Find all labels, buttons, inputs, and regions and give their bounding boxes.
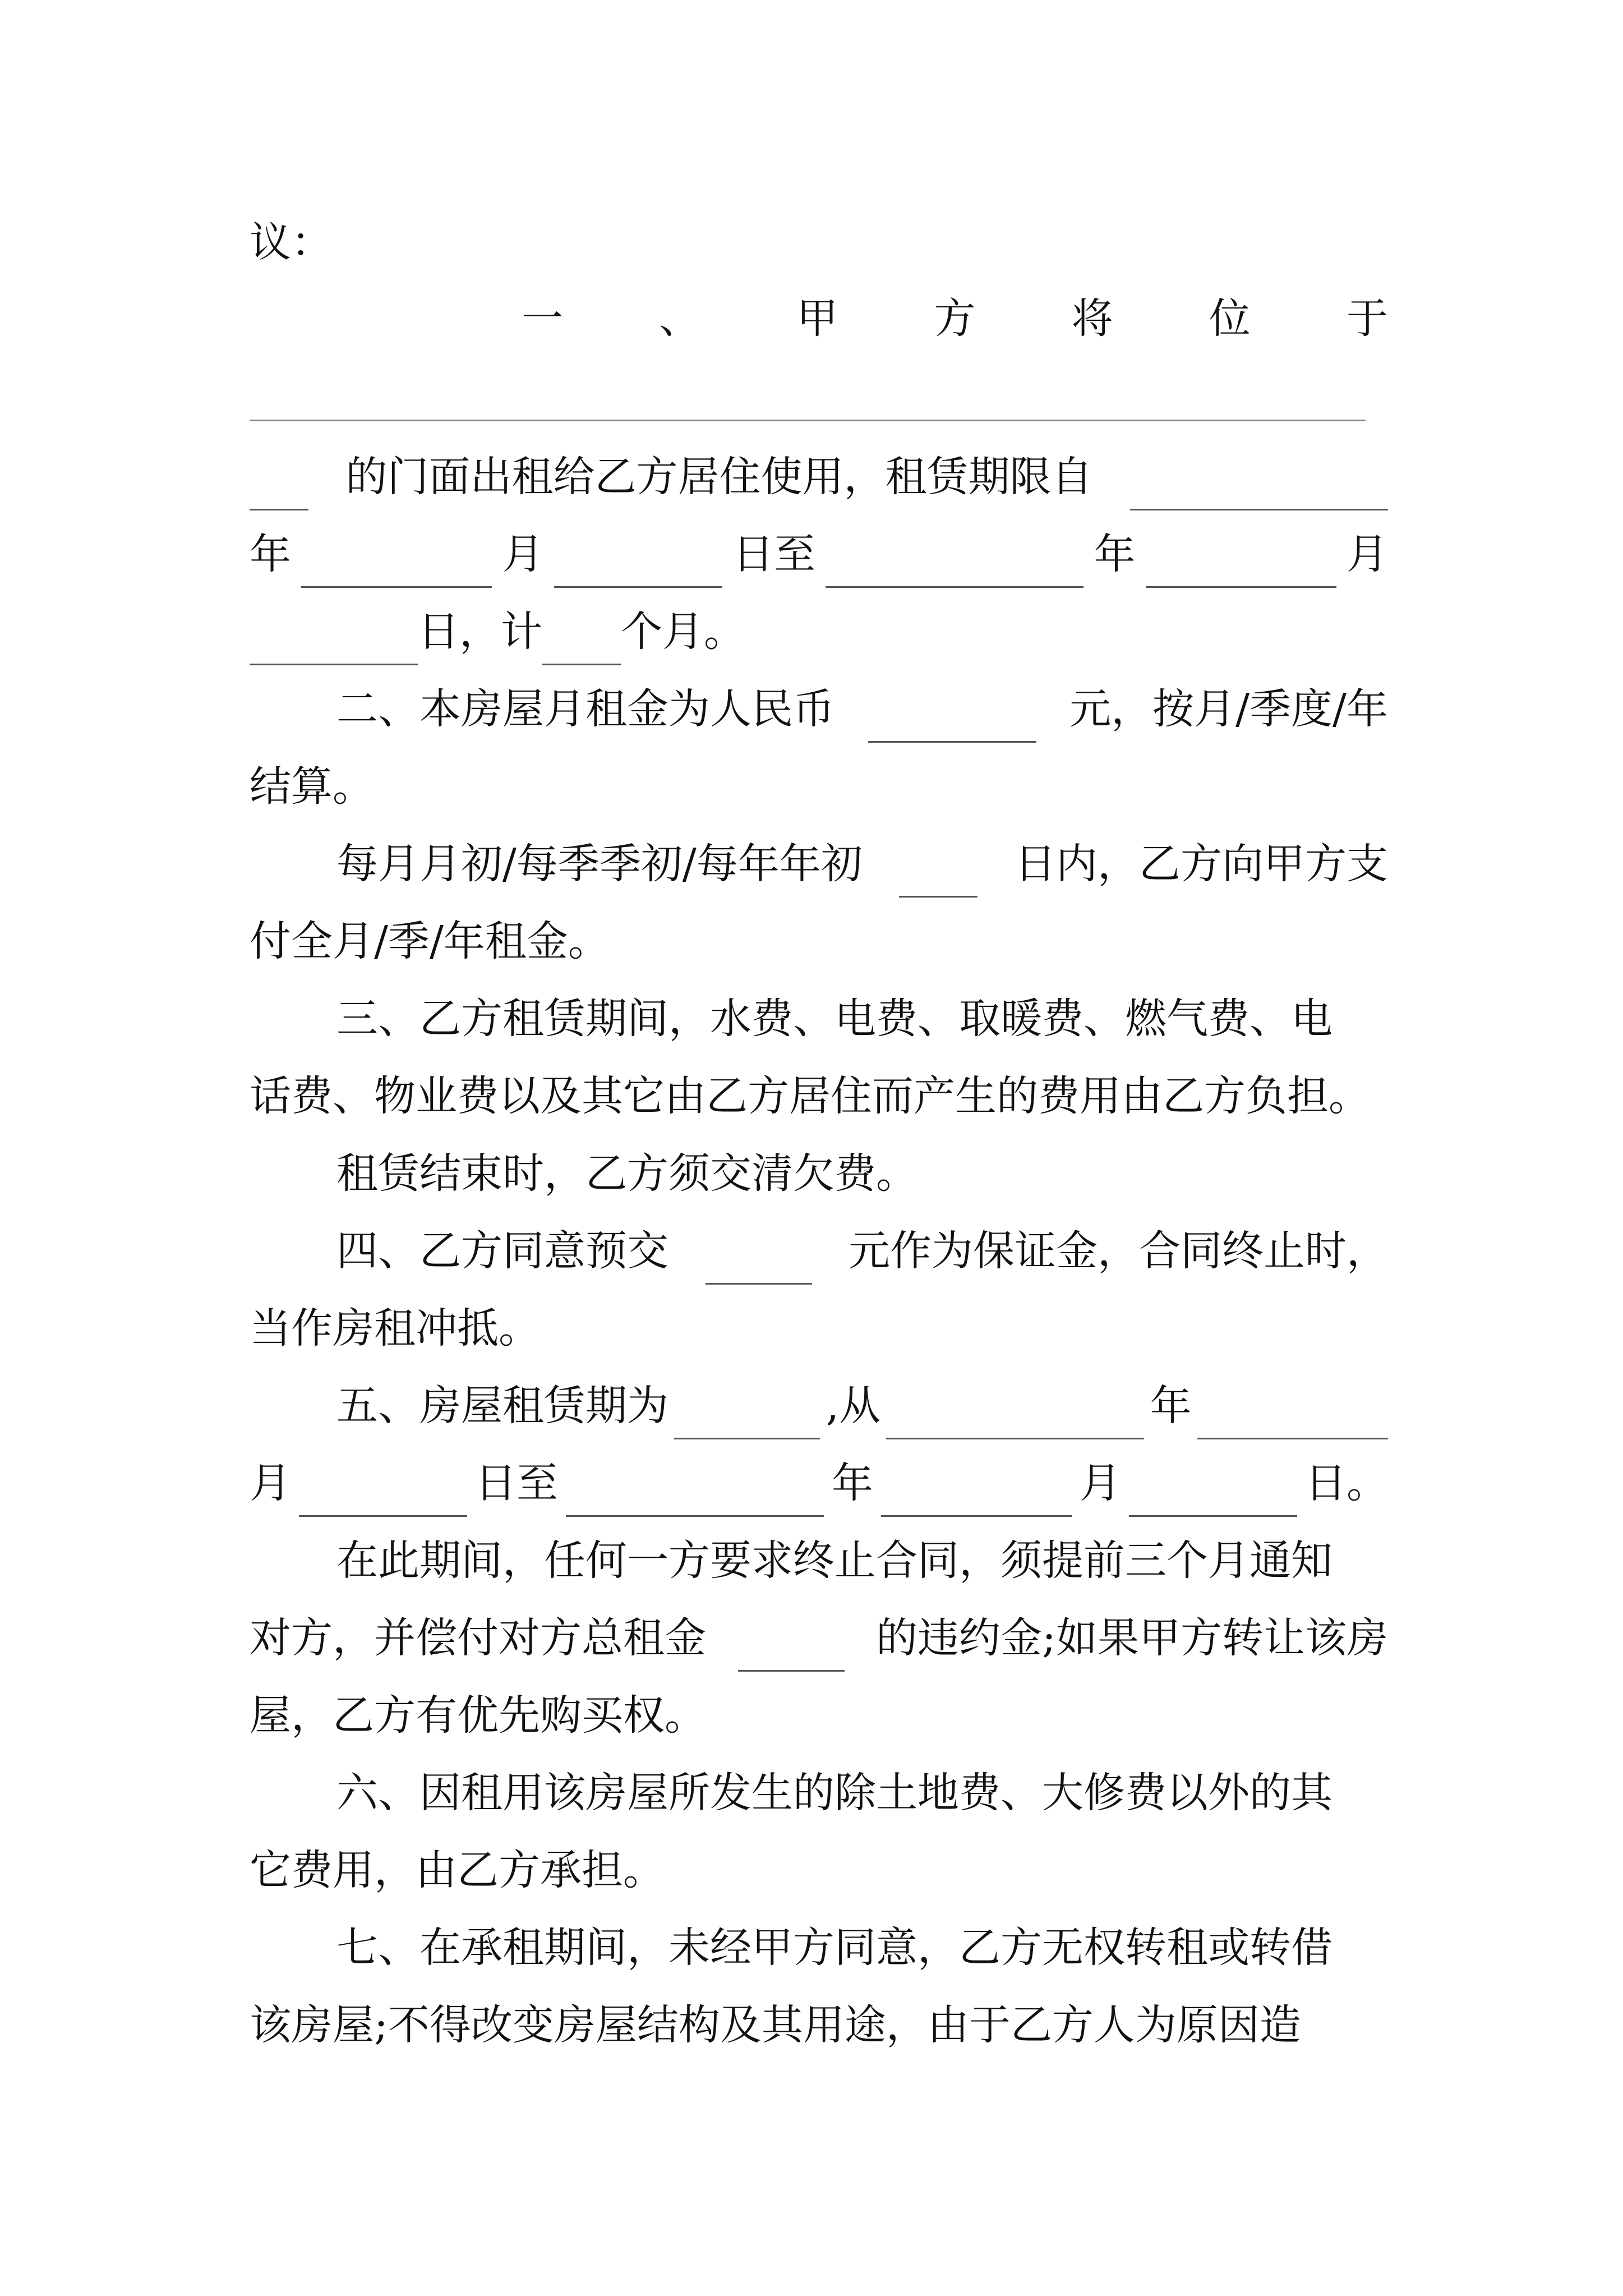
text-fragment: 结算。: [250, 762, 374, 811]
text-line: [336, 675, 1388, 743]
text-line: [250, 1991, 1388, 2059]
text-fragment: 每月月初/每季季初/每年年初: [336, 840, 863, 888]
fill-blank: [299, 1467, 467, 1517]
text-fragment: 日至: [732, 530, 815, 578]
text-line: [336, 830, 1388, 898]
text-fragment: 月: [502, 530, 544, 578]
text-fragment: 当作房租冲抵。: [250, 1304, 540, 1352]
text-fragment: 年: [1094, 530, 1136, 578]
text-fragment: 日内，乙方向甲方支: [1015, 840, 1388, 888]
text-fragment: 付全月/季/年租金。: [250, 917, 610, 965]
text-fragment: 话费、物业费以及其它由乙方居住而产生的费用由乙方负担。: [250, 1072, 1370, 1120]
text-fragment: 月: [1347, 530, 1388, 578]
fill-blank: [566, 1467, 824, 1517]
text-fragment: 年: [1150, 1382, 1192, 1430]
text-fragment: 该房屋;不得改变房屋结构及其用途，由于乙方人为原因造: [250, 2001, 1301, 2049]
text-line: [336, 1527, 1388, 1594]
text-fragment: 六、因租用该房屋所发生的除土地费、大修费以外的其: [336, 1769, 1332, 1817]
text-fragment: 日。: [1305, 1459, 1388, 1507]
text-line: [250, 1682, 1388, 1749]
text-fragment: 在此期间，任何一方要求终止合同，须提前三个月通知: [336, 1536, 1332, 1585]
text-fragment: 四、乙方同意预交: [336, 1227, 668, 1275]
fill-blank: [301, 538, 492, 588]
text-fragment: 月: [250, 1459, 291, 1507]
text-fragment: 七、在承租期间，未经甲方同意，乙方无权转租或转借: [336, 1924, 1332, 1972]
text-fragment: 的违约金;如果甲方转让该房: [876, 1614, 1388, 1662]
fill-blank: [1146, 538, 1336, 588]
text-fragment: ,从: [826, 1382, 881, 1430]
fill-blank: [1129, 1467, 1297, 1517]
fill-blank: [250, 461, 308, 510]
text-line: [250, 1062, 1388, 1130]
fill-blank: [899, 848, 978, 898]
fill-blank: [881, 1467, 1072, 1517]
text-line: [250, 443, 1388, 510]
text-fragment: 二、本房屋月租金为人民币: [336, 685, 834, 733]
text-line: [250, 1295, 1388, 1362]
text-line: [336, 1914, 1388, 1981]
text-line: [250, 598, 1388, 665]
fill-blank: [826, 538, 1083, 588]
text-line: [250, 209, 1388, 276]
text-fragment: 月: [1080, 1459, 1121, 1507]
text-fragment: 的门面出租给乙方居住使用，租赁期限自: [345, 453, 1093, 501]
fill-blank: [738, 1622, 845, 1672]
text-fragment: 租赁结束时，乙方须交清欠费。: [336, 1149, 917, 1198]
fill-blank: [250, 615, 418, 665]
fill-blank: [674, 1389, 820, 1439]
text-line: [336, 1217, 1388, 1285]
text-fragment: 它费用，由乙方承担。: [250, 1846, 665, 1894]
text-fragment: 日至: [475, 1459, 558, 1507]
text-char: 、: [659, 295, 701, 343]
text-fragment: 三、乙方租赁期间，水费、电费、取暖费、燃气费、电: [336, 995, 1332, 1043]
text-line: [250, 521, 1388, 588]
text-char: 方: [934, 295, 976, 343]
text-fragment: 元，按月/季度/年: [1069, 685, 1388, 733]
text-fragment: 日，计: [418, 608, 542, 656]
text-line: [250, 1450, 1388, 1517]
text-line: [336, 1372, 1388, 1439]
fill-blank: [706, 1235, 812, 1285]
text-line: [336, 985, 1388, 1052]
text-line: [250, 1604, 1388, 1672]
text-fragment: 议：: [250, 218, 333, 266]
fill-blank: [1197, 1389, 1388, 1439]
text-char: 一: [522, 295, 563, 343]
text-fragment: 元作为保证金，合同终止时，: [849, 1227, 1388, 1275]
fill-blank: [542, 615, 621, 665]
text-line: [250, 1837, 1388, 1904]
text-line: [250, 753, 1388, 820]
text-fragment: 个月。: [621, 608, 745, 656]
text-char: 甲: [796, 295, 838, 343]
text-char: 位: [1209, 295, 1251, 343]
text-line: [336, 1140, 1388, 1207]
text-char: 将: [1071, 295, 1113, 343]
text-char: 于: [1346, 295, 1388, 343]
text-fragment: 五、房屋租赁期为: [336, 1382, 668, 1430]
fill-blank: [868, 693, 1036, 743]
text-line: [336, 1759, 1388, 1826]
fill-blank: [1130, 461, 1388, 510]
text-fragment: 屋，乙方有优先购买权。: [250, 1691, 706, 1740]
address-blank-line: [250, 420, 1366, 421]
fill-blank: [554, 538, 722, 588]
text-fragment: 年: [250, 530, 291, 578]
text-line: [250, 908, 1388, 975]
text-fragment: 对方，并偿付对方总租金: [250, 1614, 706, 1662]
text-fragment: 年: [832, 1459, 873, 1507]
fill-blank: [886, 1389, 1144, 1439]
clause-one-heading: [522, 285, 1388, 352]
